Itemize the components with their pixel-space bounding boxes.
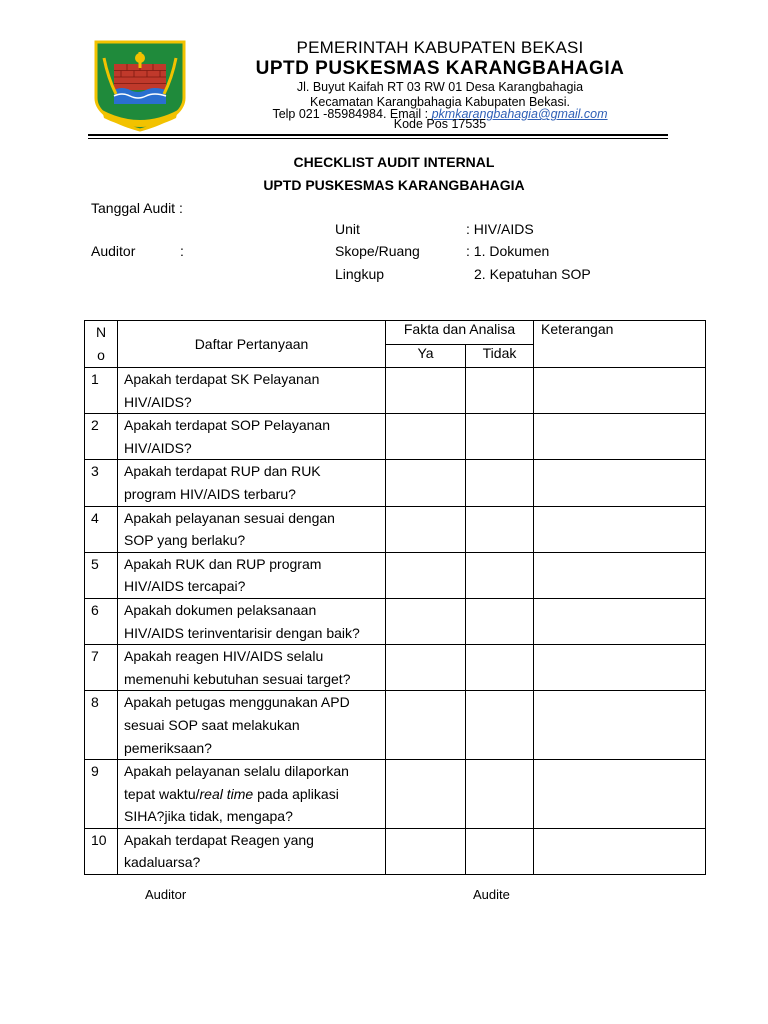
row-question [118, 460, 386, 506]
keterangan-cell[interactable] [534, 645, 706, 691]
row-question [118, 414, 386, 460]
question-line [124, 783, 385, 806]
letterhead-postcode: Kode Pos 17535 [393, 117, 487, 131]
keterangan-cell[interactable] [534, 552, 706, 598]
header-ya: Ya [386, 344, 466, 368]
document-subtitle: UPTD PUSKESMAS KARANGBAHAGIA [263, 177, 525, 193]
question-line: Apakah RUK dan RUP program [124, 555, 322, 572]
question-line: memenuhi kebutuhan sesuai target? [124, 670, 351, 687]
skope-value: : 1. Dokumen [466, 243, 550, 259]
tidak-cell[interactable] [466, 598, 534, 644]
row-number: 1 [85, 368, 118, 414]
table-row [85, 828, 706, 874]
question-segment-italic: real time [199, 785, 254, 802]
tidak-cell[interactable] [466, 552, 534, 598]
question-segment: pada aplikasi [253, 785, 339, 802]
kabupaten-bekasi-logo [92, 38, 188, 132]
header-keterangan: Keterangan [534, 321, 706, 368]
keterangan-cell[interactable] [534, 368, 706, 414]
letterhead-institution: UPTD PUSKESMAS KARANGBAHAGIA [255, 58, 625, 79]
keterangan-cell[interactable] [534, 828, 706, 874]
question-segment: tepat waktu/ [124, 785, 200, 802]
tanggal-audit-label: Tanggal Audit : [91, 200, 183, 216]
header-tidak: Tidak [466, 344, 534, 368]
row-question [118, 598, 386, 644]
question-line: Apakah dokumen pelaksanaan [124, 601, 317, 618]
letterhead-phone: Telp 021 -85984984. Email : [272, 107, 432, 121]
row-number: 10 [85, 828, 118, 874]
row-number: 5 [85, 552, 118, 598]
question-line: Apakah reagen HIV/AIDS selalu [124, 648, 324, 665]
ya-cell[interactable] [386, 506, 466, 552]
keterangan-cell[interactable] [534, 460, 706, 506]
header-no [85, 321, 118, 368]
row-question [118, 552, 386, 598]
table-row [85, 506, 706, 552]
keterangan-cell[interactable] [534, 760, 706, 829]
unit-value: : HIV/AIDS [466, 221, 534, 237]
question-line: sesuai SOP saat melakukan [124, 716, 300, 733]
row-number: 7 [85, 645, 118, 691]
question-line: kadaluarsa? [124, 854, 201, 871]
letterhead-government: PEMERINTAH KABUPATEN BEKASI [296, 38, 584, 57]
question-line: Apakah pelayanan selalu dilaporkan [124, 763, 349, 780]
question-line: program HIV/AIDS terbaru? [124, 485, 296, 502]
row-question [118, 506, 386, 552]
question-line: Apakah petugas menggunakan APD [124, 694, 350, 711]
auditor-colon: : [180, 243, 184, 259]
skope-label: Skope/Ruang [335, 243, 420, 259]
letterhead-rule-thin [88, 138, 668, 139]
signature-auditor-label: Auditor [145, 887, 187, 902]
keterangan-cell[interactable] [534, 691, 706, 760]
ya-cell[interactable] [386, 828, 466, 874]
tidak-cell[interactable] [466, 828, 534, 874]
header-no-line2: o [97, 347, 105, 363]
letterhead-district: Kecamatan Karangbahagia Kabupaten Bekasi. [310, 95, 570, 109]
row-question [118, 691, 386, 760]
row-number: 2 [85, 414, 118, 460]
keterangan-cell[interactable] [534, 598, 706, 644]
document-title: CHECKLIST AUDIT INTERNAL [293, 154, 495, 170]
tidak-cell[interactable] [466, 691, 534, 760]
table-row [85, 691, 706, 760]
row-question [118, 645, 386, 691]
table-row [85, 552, 706, 598]
table-row [85, 760, 706, 829]
row-number: 4 [85, 506, 118, 552]
keterangan-cell[interactable] [534, 414, 706, 460]
checklist-table [84, 320, 706, 875]
letterhead-rule-thick [88, 134, 668, 136]
question-line: Apakah terdapat RUP dan RUK [124, 463, 321, 480]
question-line: pemeriksaan? [124, 739, 212, 756]
question-line: HIV/AIDS tercapai? [124, 578, 246, 595]
ya-cell[interactable] [386, 414, 466, 460]
header-question: Daftar Pertanyaan [118, 321, 386, 368]
ya-cell[interactable] [386, 691, 466, 760]
tidak-cell[interactable] [466, 414, 534, 460]
header-fakta-analisa: Fakta dan Analisa [386, 321, 534, 345]
question-line: Apakah terdapat Reagen yang [124, 831, 314, 848]
table-row [85, 414, 706, 460]
signature-audite-label: Audite [473, 887, 510, 902]
question-line: SIHA?jika tidak, mengapa? [124, 808, 293, 825]
auditor-label: Auditor [91, 243, 136, 259]
letterhead-email-link[interactable]: pkmkarangbahagia@gmail.com [431, 107, 608, 121]
letterhead-address: Jl. Buyut Kaifah RT 03 RW 01 Desa Karangbahagia [296, 80, 584, 94]
question-line: Apakah terdapat SOP Pelayanan [124, 417, 331, 434]
question-line: HIV/AIDS? [124, 393, 192, 410]
row-number: 8 [85, 691, 118, 760]
row-number: 6 [85, 598, 118, 644]
lingkup-value: 2. Kepatuhan SOP [474, 266, 591, 282]
table-row [85, 460, 706, 506]
question-line: SOP yang berlaku? [124, 532, 246, 549]
row-question [118, 828, 386, 874]
table-row [85, 645, 706, 691]
ya-cell[interactable] [386, 598, 466, 644]
lingkup-label: Lingkup [335, 266, 385, 282]
table-row [85, 598, 706, 644]
tidak-cell[interactable] [466, 368, 534, 414]
header-no-line1: N [95, 324, 107, 340]
keterangan-cell[interactable] [534, 506, 706, 552]
tidak-cell[interactable] [466, 760, 534, 829]
ya-cell[interactable] [386, 645, 466, 691]
ya-cell[interactable] [386, 460, 466, 506]
question-line: HIV/AIDS? [124, 439, 192, 456]
unit-label: Unit [335, 221, 360, 237]
question-line: Apakah pelayanan sesuai dengan [124, 509, 335, 526]
table-header-row [85, 321, 706, 345]
tidak-cell[interactable] [466, 460, 534, 506]
ya-cell[interactable] [386, 760, 466, 829]
row-number: 3 [85, 460, 118, 506]
tidak-cell[interactable] [466, 645, 534, 691]
ya-cell[interactable] [386, 552, 466, 598]
question-line: Apakah terdapat SK Pelayanan [124, 371, 320, 387]
tidak-cell[interactable] [466, 506, 534, 552]
row-number: 9 [85, 760, 118, 829]
row-question [118, 368, 386, 414]
table-row [85, 368, 706, 414]
ya-cell[interactable] [386, 368, 466, 414]
row-question [118, 760, 386, 829]
question-line: HIV/AIDS terinventarisir dengan baik? [124, 624, 360, 641]
